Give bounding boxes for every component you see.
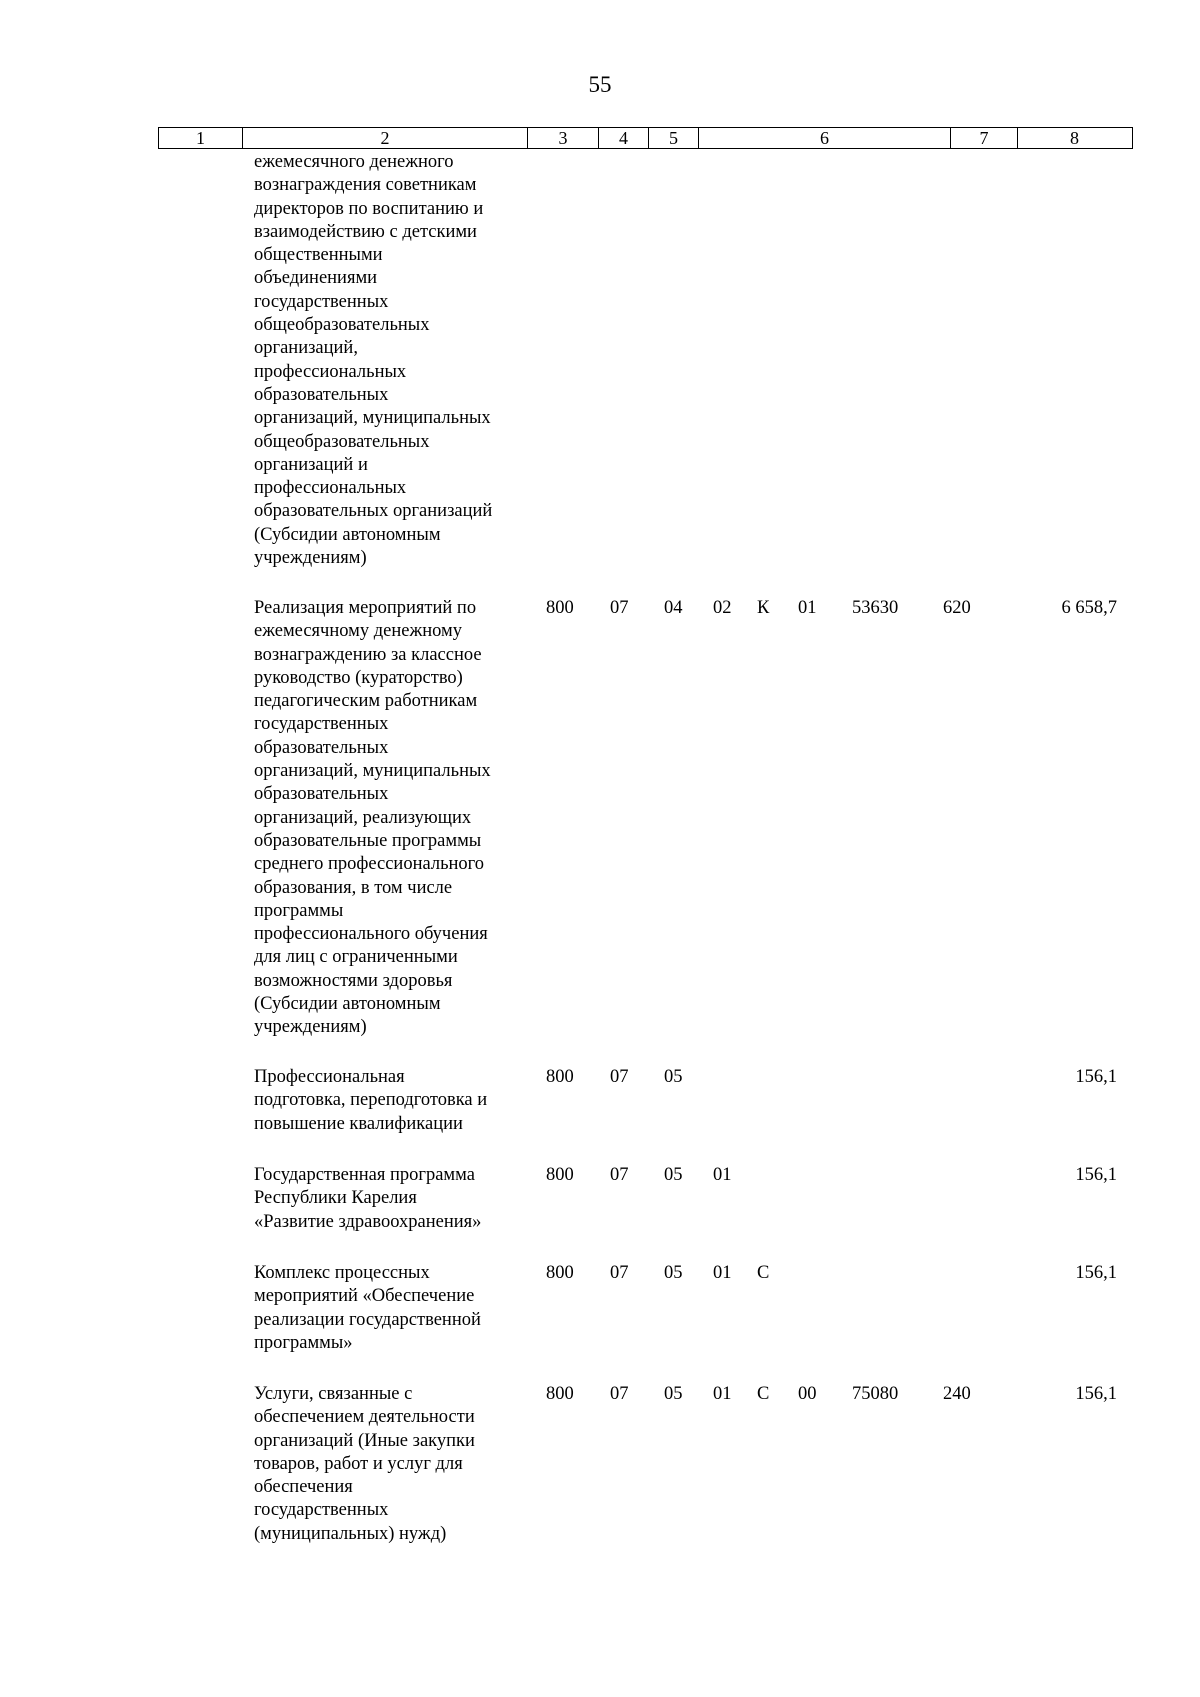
cell-target-program: 02: [713, 598, 732, 618]
table-header-row: [158, 127, 1133, 149]
cell-target-type: К: [757, 598, 770, 618]
row-description: Государственная программа Республики Карелия «Развитие здравоохранения»: [254, 1165, 482, 1232]
cell-section: 07: [610, 1165, 629, 1185]
cell-amount: 156,1: [1075, 1384, 1117, 1404]
cell-target-type: С: [757, 1384, 770, 1404]
cell-ved: 800: [546, 1067, 574, 1087]
cell-section: 07: [610, 1384, 629, 1404]
header-col-5: 5: [649, 128, 699, 148]
cell-target-direction: 53630: [852, 598, 899, 618]
cell-subsection: 05: [664, 1165, 683, 1185]
row-description: Услуги, связанные с обеспечением деятельности организаций (Иные закупки товаров, работ и услуг для обеспечения государственных (муниципальных) нужд): [254, 1384, 475, 1544]
cell-target-program: 01: [713, 1384, 732, 1404]
cell-subsection: 05: [664, 1263, 683, 1283]
cell-amount: 156,1: [1075, 1165, 1117, 1185]
cell-amount: 156,1: [1075, 1067, 1117, 1087]
header-col-6: 6: [699, 128, 951, 148]
cell-target-program: 01: [713, 1263, 732, 1283]
cell-amount: 156,1: [1075, 1263, 1117, 1283]
cell-section: 07: [610, 598, 629, 618]
header-col-1: 1: [159, 128, 243, 148]
cell-target-direction: 75080: [852, 1384, 899, 1404]
row-description: ежемесячного денежного вознаграждения советникам директоров по воспитанию и взаимодействию с детскими общественными объединениями государственных общеобразовательных организаций, профессиональных образовательных организаций, муниципальных общеобразовательных организаций и профессиональных образовательных организаций (Субсидии автономным учреждениям): [254, 152, 493, 569]
row-description: Комплекс процессных мероприятий «Обеспечение реализации государственной программы»: [254, 1263, 481, 1353]
cell-ved: 800: [546, 1165, 574, 1185]
cell-ved: 800: [546, 1263, 574, 1283]
row-description: Профессиональная подготовка, переподготовка и повышение квалификации: [254, 1067, 488, 1134]
cell-expense-type: 240: [943, 1384, 971, 1404]
page-number: 55: [588, 72, 612, 97]
cell-target-structure: 00: [798, 1384, 817, 1404]
cell-subsection: 05: [664, 1067, 683, 1087]
cell-subsection: 04: [664, 598, 683, 618]
header-col-3: 3: [528, 128, 599, 148]
cell-target-program: 01: [713, 1165, 732, 1185]
cell-ved: 800: [546, 598, 574, 618]
header-col-2: 2: [243, 128, 528, 148]
cell-ved: 800: [546, 1384, 574, 1404]
cell-section: 07: [610, 1067, 629, 1087]
cell-section: 07: [610, 1263, 629, 1283]
header-col-8: 8: [1070, 128, 1079, 148]
row-description: Реализация мероприятий по ежемесячному денежному вознаграждению за классное руководство (кураторство) педагогическим работникам государственных образовательных организаций, муниципальных образовательных организаций, реализующих образовательные программы среднего профессионального образования, в том числе программы профессионального обучения для лиц с ограниченными возможностями здоровья (Субсидии автономным учреждениям): [254, 598, 491, 1038]
cell-target-structure: 01: [798, 598, 817, 618]
header-col-4: 4: [599, 128, 649, 148]
cell-expense-type: 620: [943, 598, 971, 618]
cell-subsection: 05: [664, 1384, 683, 1404]
cell-target-type: С: [757, 1263, 770, 1283]
cell-amount: 6 658,7: [1061, 598, 1117, 618]
header-col-7: 7: [951, 128, 1018, 148]
